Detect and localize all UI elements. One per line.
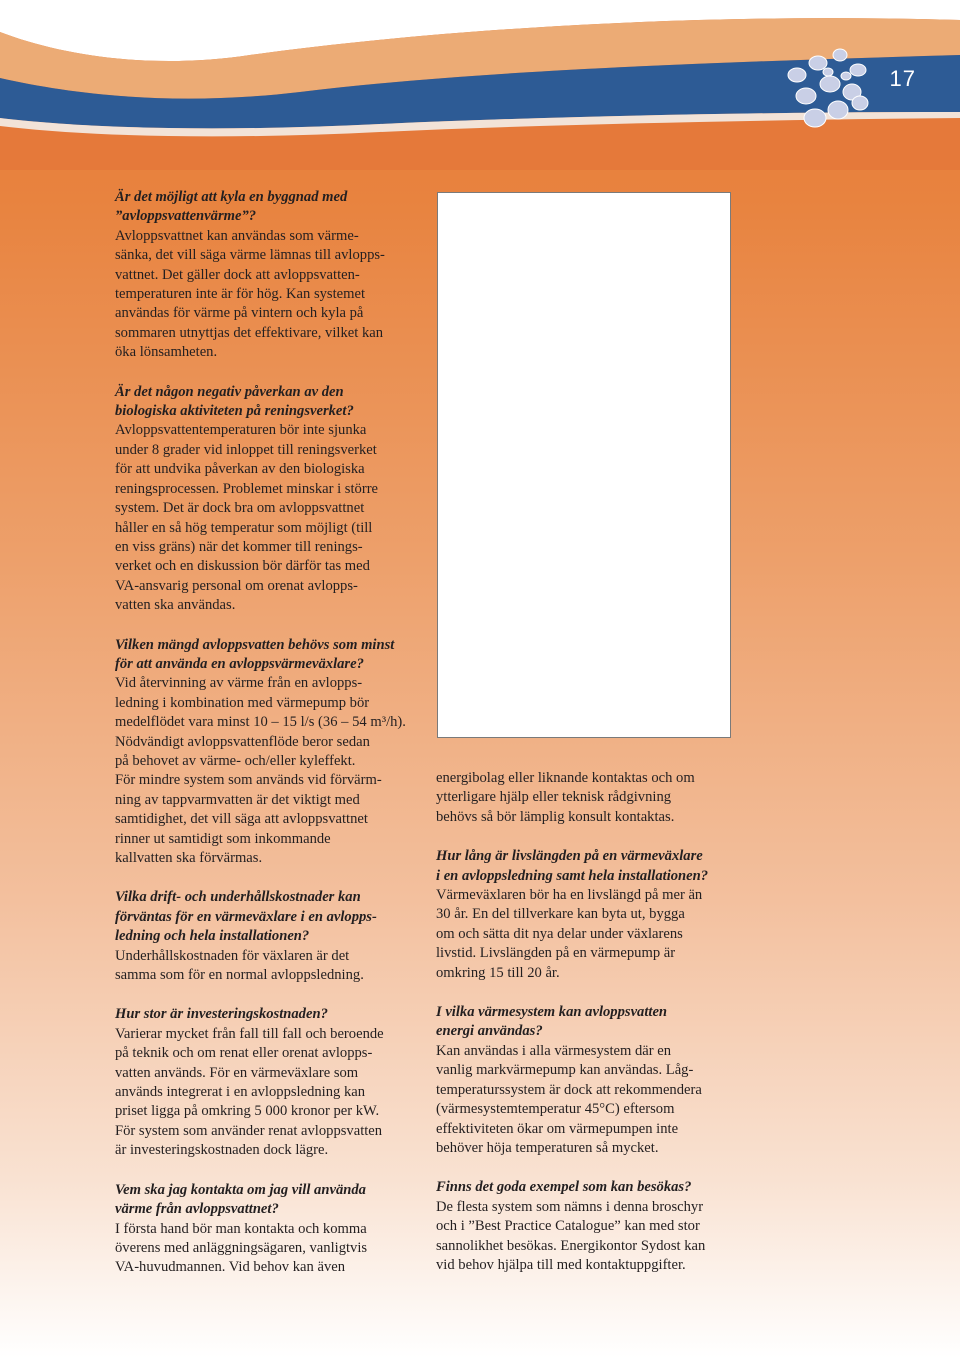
answer-text: Underhållskostnaden för växlaren är det samma som för en normal avloppsledning.	[115, 947, 364, 984]
answer-text: Kan användas i alla värmesystem där en vanlig markvärmepump kan användas. Låg- temperaturssystem är dock att rekommendera (värmesystemtemperatur 45°C) eftersom effektiviteten ökar om värmepumpen inte behöver höja temperaturen så mycket.	[436, 1042, 702, 1156]
answer-text: Avloppsvattentemperaturen bör inte sjunka under 8 grader vid inloppet till reningsverket för att undvika påverkan av den biologiska reningsprocessen. Problemet minskar i större system. Det är dock bra om avloppsvattnet håller en så hög temperatur som möjligt (till en viss gräns) när det kommer till renings- verket och en diskussion bör därför tas med VA-ansvarig personal om orenat avlopps- vatten ska användas.	[115, 422, 379, 614]
answer-text: energibolag eller liknande kontaktas och om ytterligare hjälp eller teknisk rådgivning behövs så bör lämplig konsult kontaktas.	[436, 770, 695, 825]
answer-text: Avloppsvattnet kan användas som värme- sänka, det vill säga värme lämnas till avlopps- vattnet. Det gäller dock att avloppsvatten- temperaturen inte är för hög. Kan systemet användas för värme på vintern och kyla på sommaren utnyttjas det effektivare, vilket kan öka lönsamheten.	[115, 227, 385, 361]
answer-text: I första hand bör man kontakta och komma överens med anläggningsägaren, vanligtvis VA-huvudmannen. Vid behov kan även	[115, 1220, 368, 1276]
question-heading: I vilka värmesystem kan avloppsvatten energi användas?	[436, 1004, 668, 1040]
question-heading: Är det möjligt att kyla en byggnad med ”avloppsvattenvärme”?	[115, 189, 348, 225]
answer-text: Vid återvinning av värme från en avlopps- ledning i kombination med värmepump bör medelflödet vara minst 10 – 15 l/s (36 – 54 m³/h). Nödvändigt avloppsvattenflöde beror sedan på behovet av värme- och/eller kyleffekt. För mindre system som används vid förvärm- ning av tappvarmvatten är det viktigt med samtidighet, det vill säga att avloppsvattnet rinner ut samtidigt som inkommande kallvatten ska förvärmas.	[115, 675, 406, 866]
question-heading: Finns det goda exempel som kan besökas?	[436, 1179, 692, 1196]
question-heading: Är det någon negativ påverkan av den biologiska aktiviteten på reningsverket?	[115, 383, 354, 420]
qa-block	[436, 1178, 736, 1275]
qa-block	[115, 636, 415, 869]
qa-block	[115, 1005, 415, 1160]
question-heading: Vilken mängd avloppsvatten behövs som minst för att använda en avloppsvärmeväxlare?	[115, 636, 395, 672]
left-column	[115, 188, 415, 1298]
answer-text: Värmeväxlaren bör ha en livslängd på mer än 30 år. En del tillverkare kan byta ut, bygga om och sätta dit nya delar under växlarens livstid. Livslängden på en värmepump är omkring 15 till 20 år.	[436, 887, 703, 981]
question-heading: Hur lång är livslängden på en värmeväxlare i en avloppsledning samt hela installationen?	[436, 848, 709, 884]
question-heading: Vem ska jag kontakta om jag vill använda värme från avloppsvattnet?	[115, 1181, 366, 1218]
photo-frame	[437, 192, 731, 738]
qa-block	[115, 888, 415, 985]
qa-block	[436, 847, 736, 983]
qa-block	[115, 383, 415, 616]
qa-block-continuation	[436, 769, 736, 827]
qa-block	[115, 188, 415, 363]
question-heading: Hur stor är investeringskostnaden?	[115, 1006, 328, 1023]
right-column	[436, 769, 736, 1295]
answer-text: Varierar mycket från fall till fall och beroende på teknik och om renat eller orenat avlopps- vatten används. För en värmeväxlare som används integrerat i en avloppsledning kan priset ligga på omkring 5 000 kronor per kW. För system som använder renat avloppsvatten är investeringskostnaden dock lägre.	[115, 1025, 384, 1159]
header-wave-banner	[0, 0, 960, 170]
question-heading: Vilka drift- och underhållskostnader kan förväntas för en värmeväxlare i en avlopps- ledning och hela installationen?	[115, 889, 377, 945]
qa-block	[115, 1181, 415, 1278]
qa-block	[436, 1003, 736, 1158]
page-number: 17	[889, 66, 916, 91]
answer-text: De flesta system som nämns i denna broschyr och i ”Best Practice Catalogue” kan med stor sannolikhet besökas. Energikontor Sydost kan vid behov hjälpa till med kontaktuppgifter.	[436, 1198, 706, 1273]
